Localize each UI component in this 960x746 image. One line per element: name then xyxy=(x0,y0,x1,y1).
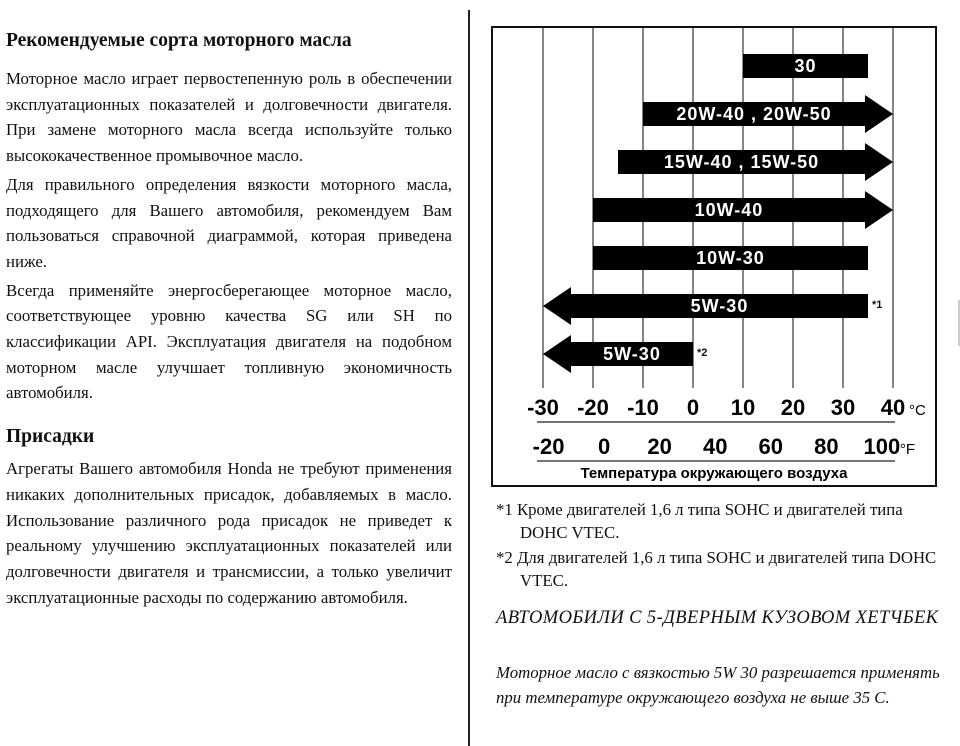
viscosity-bar-label: 10W-40 xyxy=(694,200,764,220)
viscosity-chart xyxy=(491,26,937,487)
celsius-tick-label: 10 xyxy=(730,395,756,420)
viscosity-chart-svg xyxy=(493,28,935,485)
fahrenheit-tick-label: -20 xyxy=(532,434,565,459)
fahrenheit-unit: °F xyxy=(899,441,916,458)
section-heading-oil: Рекомендуемые сорта моторного масла xyxy=(6,30,352,51)
paragraph-3: Всегда применяйте энергосберегающее моторное масло, соответствующее уровню качества SG или SH по классификации API. Эксплуатация двигателя на подобном моторном масле улучшает топливную экономичность автомобиля. xyxy=(6,280,452,403)
celsius-tick-label: -20 xyxy=(577,395,609,420)
celsius-tick-label: 0 xyxy=(686,395,700,420)
viscosity-bar-label: 30 xyxy=(794,56,817,76)
viscosity-bar-label: 10W-30 xyxy=(696,248,765,268)
footnotes xyxy=(496,498,942,594)
celsius-tick-label: -30 xyxy=(527,395,559,420)
section-heading-additives: Присадки xyxy=(6,426,95,448)
footnote-2: *2 Для двигателей 1,6 л типа SOHC и двигателей типа DOHC VTEC. xyxy=(496,548,937,590)
hatchback-title: АВТОМОБИЛИ С 5-ДВЕРНЫМ КУЗОВОМ ХЕТЧБЕК xyxy=(496,608,939,628)
fahrenheit-tick-label: 100 xyxy=(863,434,901,459)
fahrenheit-tick-label: 80 xyxy=(814,434,839,459)
fahrenheit-tick-label: 60 xyxy=(758,434,784,459)
viscosity-bar-note: *2 xyxy=(697,347,708,359)
viscosity-bar-note: *1 xyxy=(872,299,883,311)
viscosity-bar-label: 15W-40 , 15W-50 xyxy=(663,152,820,172)
fahrenheit-tick-label: 20 xyxy=(647,434,672,459)
fahrenheit-tick-label: 0 xyxy=(597,434,611,459)
footnote-1: *1 Кроме двигателей 1,6 л типа SOHC и двигателей типа DOHC VTEC. xyxy=(496,500,903,542)
paragraph-additives: Агрегаты Вашего автомобиля Honda не требуют применения никаких дополнительных присадок, добавляемых в масло. Использование различного рода присадок не приведет к реальному улучшению эксплуатационных показателей или долговечности двигателя и трансмиссии, а только увеличит эксплуатационные расходы по содержанию автомобиля. xyxy=(6,459,452,607)
viscosity-bar-label: 5W-30 xyxy=(690,296,749,316)
column-divider xyxy=(468,10,470,746)
celsius-unit: °C xyxy=(909,402,926,419)
celsius-tick-label: 40 xyxy=(880,395,906,420)
hatchback-note: Моторное масло с вязкостью 5W 30 разрешается применять при температуре окружающего воздуха не выше 35 С. xyxy=(496,663,940,707)
celsius-tick-label: -10 xyxy=(627,395,659,420)
x-axis-label: Температура окружающего воздуха xyxy=(580,465,848,482)
viscosity-bar-label: 20W-40 , 20W-50 xyxy=(676,104,832,124)
fahrenheit-tick-label: 40 xyxy=(702,434,728,459)
left-column xyxy=(6,24,452,610)
celsius-tick-label: 30 xyxy=(830,395,856,420)
viscosity-bar-label: 5W-30 xyxy=(603,344,661,364)
paragraph-2: Для правильного определения вязкости моторного масла, подходящего для Вашего автомобиля, рекомендуем Вам пользоваться справочной диаграммой, которая приведена ниже. xyxy=(6,174,452,271)
celsius-tick-label: 20 xyxy=(780,395,806,420)
paragraph-1: Моторное масло играет первостепенную роль в обеспечении эксплуатационных показателей и долговечности двигателя. При замене моторного масла всегда используйте только высококачественное промывочное масло. xyxy=(6,69,452,166)
